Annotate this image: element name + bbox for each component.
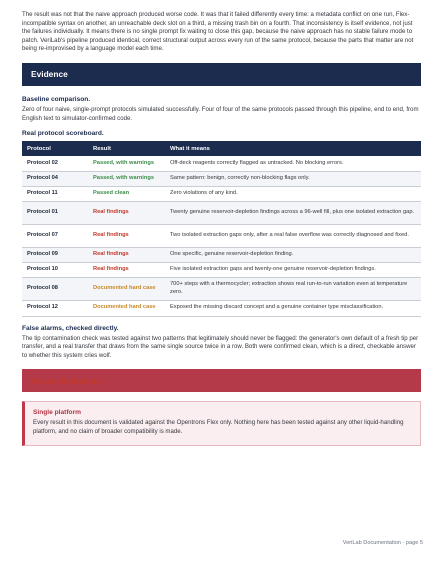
protocol-cell: Protocol 09 [22,247,88,262]
result-cell: Passed, with warnings [88,171,165,186]
single-platform-callout [22,401,421,445]
meaning-cell: Five isolated extraction gaps and twenty-one genuine reservoir-depletion findings. [165,262,421,277]
baseline-title: Baseline comparison. [22,95,91,103]
result-cell: Documented hard case [88,300,165,316]
false-alarms-title: False alarms, checked directly. [22,324,119,332]
page-footer: VeriLab Documentation · page 5 [342,540,423,546]
callout-title: Single platform [33,409,81,417]
table-row [22,201,421,224]
column-header-meaning: What it means [165,141,421,156]
meaning-cell: One specific, genuine reservoir-depletion finding. [165,247,421,262]
protocol-cell: Protocol 08 [22,277,88,300]
scoreboard-title: Real protocol scoreboard. [22,130,104,138]
limitations-section-header [22,369,421,392]
table-row [22,186,421,201]
table-row [22,247,421,262]
result-cell: Real findings [88,262,165,277]
table-row [22,277,421,300]
protocol-cell: Protocol 07 [22,224,88,247]
protocol-cell: Protocol 04 [22,171,88,186]
result-cell: Real findings [88,247,165,262]
protocol-cell: Protocol 01 [22,201,88,224]
scoreboard-table [22,141,421,317]
meaning-cell: Zero violations of any kind. [165,186,421,201]
protocol-cell: Protocol 10 [22,262,88,277]
protocol-cell: Protocol 11 [22,186,88,201]
meaning-cell: 700+ steps with a thermocycler; extraction shows real run-to-run variation even at temperature zero. [165,277,421,300]
meaning-cell: Exposed the missing discard concept and a genuine container type misclassification. [165,300,421,316]
result-cell: Real findings [88,224,165,247]
evidence-section-header [22,63,421,86]
table-row [22,171,421,186]
column-header-result: Result [88,141,165,156]
meaning-cell: Off-deck reagents correctly flagged as untracked. No blocking errors. [165,156,421,171]
result-cell: Documented hard case [88,277,165,300]
table-row [22,156,421,171]
result-cell: Passed, with warnings [88,156,165,171]
document-page [22,0,421,446]
column-header-protocol: Protocol [22,141,88,156]
meaning-cell: Same pattern: benign, correctly non-blocking flags only. [165,171,421,186]
false-alarms-text: The tip contamination check was tested against two patterns that legitimately should never be flagged: the generator's own default of a fresh tip per transfer, and a real transfer that draws from the same single source twice in a row. Both were confirmed clean, which is a direct, checkable answer to whether this system cries wolf. [22,334,419,359]
protocol-cell: Protocol 12 [22,300,88,316]
table-row [22,262,421,277]
table-header-row [22,141,421,156]
meaning-cell: Two isolated extraction gaps only, after a real false overflow was correctly diagnosed and fixed. [165,224,421,247]
protocol-cell: Protocol 02 [22,156,88,171]
baseline-text: Zero of four naive, single-prompt protocols simulated successfully. Four of four of the same protocols passed through this pipeline, end to end, from English text to simulator-confirmed code. [22,105,419,122]
evidence-heading: Evidence [31,69,68,80]
result-cell: Passed clean [88,186,165,201]
callout-text: Every result in this document is validated against the Opentrons Flex only. Nothing here has been tested against any other liquid-handling platform, and no claim of broader compatibility is made. [33,419,404,436]
result-cell: Real findings [88,201,165,224]
table-row [22,300,421,316]
intro-paragraph: The result was not that the naive approach produced worse code. It was that it failed differently every time: a metadata conflict on one run, Flex-incompatible syntax on another, an unreachable deck slot on a third, a missing trash bin on a fourth. That inconsistency is itself evidence, not just the failures individually. It means there is no single prompt fix waiting to close this gap, because the naive approach has no stable failure mode to patch. VeriLab's pipeline produced identical, correct structural output across every run of the same protocol, because the parts that matter are not being re-improvised by a language model each time. [22,11,414,53]
table-row [22,224,421,247]
limitations-heading: Known limitations [31,375,104,386]
meaning-cell: Twenty genuine reservoir-depletion findings across a 96-well fill, plus one isolated extraction gap. [165,201,421,224]
